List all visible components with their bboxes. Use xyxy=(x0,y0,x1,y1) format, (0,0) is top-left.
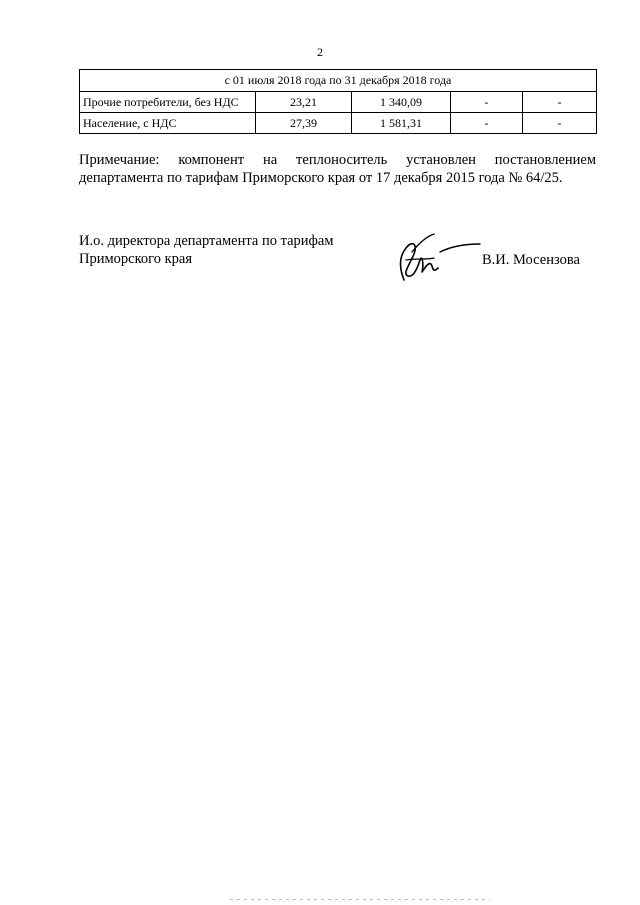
note-paragraph: Примечание: компонент на теплоноситель установлен постановлением департамента по тарифам Приморского края от 17 декабря 2015 года № 64/25. xyxy=(79,152,596,186)
value-cell: 1 581,31 xyxy=(352,113,451,134)
signer-name: В.И. Мосензова xyxy=(482,252,580,268)
value-cell: - xyxy=(451,92,523,113)
consumer-name-cell: Население, с НДС xyxy=(80,113,256,134)
signer-title xyxy=(79,232,379,268)
consumer-name-cell: Прочие потребители, без НДС xyxy=(80,92,256,113)
signer-title-line: И.о. директора департамента по тарифам xyxy=(79,233,334,249)
scan-artifact xyxy=(230,898,490,901)
signer-title-line: Приморского края xyxy=(79,251,193,267)
value-cell: 1 340,09 xyxy=(352,92,451,113)
table-row xyxy=(80,92,597,113)
table-row xyxy=(80,113,597,134)
period-header: с 01 июля 2018 года по 31 декабря 2018 года xyxy=(80,70,597,92)
handwritten-signature xyxy=(382,230,482,286)
value-cell: - xyxy=(523,92,597,113)
value-cell: 27,39 xyxy=(256,113,352,134)
value-cell: - xyxy=(451,113,523,134)
value-cell: 23,21 xyxy=(256,92,352,113)
value-cell: - xyxy=(523,113,597,134)
page-number: 2 xyxy=(317,45,323,59)
tariff-table xyxy=(79,69,597,134)
table-period-row xyxy=(80,70,597,92)
